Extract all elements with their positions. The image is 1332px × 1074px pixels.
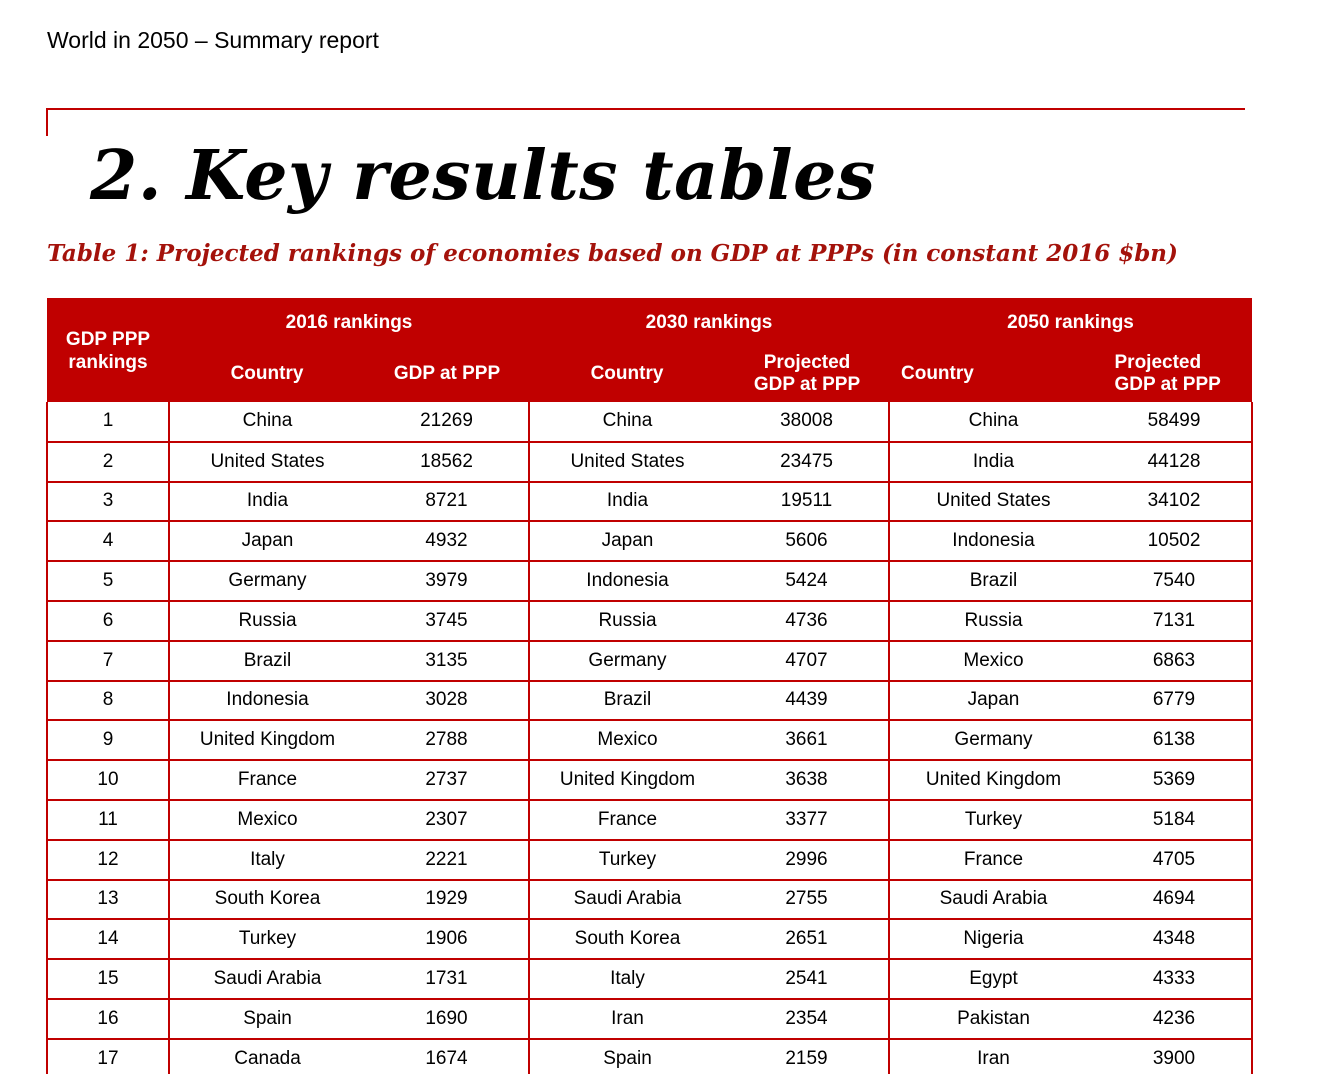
cell-gdp-2030: 5424 — [725, 561, 889, 601]
header-group-2050: 2050 rankings — [889, 298, 1252, 346]
cell-rank: 10 — [47, 760, 169, 800]
table-row — [47, 482, 1252, 522]
table-row — [47, 601, 1252, 641]
cell-gdp-2016: 3979 — [365, 561, 529, 601]
cell-gdp-2050: 58499 — [1097, 402, 1252, 442]
cell-rank: 13 — [47, 880, 169, 920]
section-rule-tick — [46, 108, 48, 136]
table-row — [47, 720, 1252, 760]
cell-country-2050: Germany — [889, 720, 1097, 760]
cell-gdp-2016: 1929 — [365, 880, 529, 920]
cell-country-2030: Spain — [529, 1039, 725, 1074]
cell-gdp-2016: 1674 — [365, 1039, 529, 1074]
table-row — [47, 521, 1252, 561]
cell-country-2016: Mexico — [169, 800, 365, 840]
cell-country-2030: Japan — [529, 521, 725, 561]
table-row — [47, 1039, 1252, 1074]
section-title: 2. Key results tables — [90, 136, 876, 216]
cell-gdp-2016: 1731 — [365, 959, 529, 999]
cell-rank: 11 — [47, 800, 169, 840]
cell-gdp-2016: 1906 — [365, 919, 529, 959]
cell-gdp-2016: 8721 — [365, 482, 529, 522]
header-group-2030: 2030 rankings — [529, 298, 889, 346]
cell-gdp-2016: 3135 — [365, 641, 529, 681]
cell-rank: 16 — [47, 999, 169, 1039]
cell-country-2030: Saudi Arabia — [529, 880, 725, 920]
cell-country-2016: France — [169, 760, 365, 800]
table-row — [47, 442, 1252, 482]
cell-country-2016: Japan — [169, 521, 365, 561]
cell-country-2016: India — [169, 482, 365, 522]
cell-country-2030: Turkey — [529, 840, 725, 880]
cell-gdp-2016: 3745 — [365, 601, 529, 641]
table-row — [47, 919, 1252, 959]
cell-gdp-2050: 3900 — [1097, 1039, 1252, 1074]
cell-gdp-2050: 10502 — [1097, 521, 1252, 561]
cell-country-2050: Indonesia — [889, 521, 1097, 561]
cell-gdp-2050: 4348 — [1097, 919, 1252, 959]
cell-rank: 7 — [47, 641, 169, 681]
cell-country-2050: United Kingdom — [889, 760, 1097, 800]
cell-country-2050: Egypt — [889, 959, 1097, 999]
cell-country-2050: Nigeria — [889, 919, 1097, 959]
cell-gdp-2050: 4694 — [1097, 880, 1252, 920]
cell-country-2050: United States — [889, 482, 1097, 522]
cell-gdp-2016: 1690 — [365, 999, 529, 1039]
cell-country-2016: Brazil — [169, 641, 365, 681]
cell-gdp-2016: 21269 — [365, 402, 529, 442]
cell-country-2050: Brazil — [889, 561, 1097, 601]
table-row — [47, 681, 1252, 721]
cell-gdp-2050: 34102 — [1097, 482, 1252, 522]
cell-country-2030: India — [529, 482, 725, 522]
cell-gdp-2030: 2755 — [725, 880, 889, 920]
cell-country-2050: Mexico — [889, 641, 1097, 681]
cell-rank: 8 — [47, 681, 169, 721]
cell-country-2016: Saudi Arabia — [169, 959, 365, 999]
cell-gdp-2030: 23475 — [725, 442, 889, 482]
cell-country-2030: Germany — [529, 641, 725, 681]
cell-country-2016: South Korea — [169, 880, 365, 920]
cell-country-2050: Turkey — [889, 800, 1097, 840]
cell-country-2016: United States — [169, 442, 365, 482]
cell-rank: 12 — [47, 840, 169, 880]
cell-country-2050: Russia — [889, 601, 1097, 641]
cell-gdp-2050: 44128 — [1097, 442, 1252, 482]
table-row — [47, 999, 1252, 1039]
cell-gdp-2030: 3377 — [725, 800, 889, 840]
cell-country-2030: United States — [529, 442, 725, 482]
table-row — [47, 561, 1252, 601]
cell-gdp-2030: 19511 — [725, 482, 889, 522]
cell-gdp-2030: 5606 — [725, 521, 889, 561]
cell-country-2050: China — [889, 402, 1097, 442]
header-rank — [47, 298, 169, 402]
cell-country-2016: United Kingdom — [169, 720, 365, 760]
cell-country-2050: France — [889, 840, 1097, 880]
cell-country-2030: Brazil — [529, 681, 725, 721]
cell-gdp-2030: 3638 — [725, 760, 889, 800]
cell-rank: 2 — [47, 442, 169, 482]
cell-country-2050: India — [889, 442, 1097, 482]
cell-rank: 15 — [47, 959, 169, 999]
cell-gdp-2050: 5184 — [1097, 800, 1252, 840]
cell-gdp-2050: 7131 — [1097, 601, 1252, 641]
table-row — [47, 760, 1252, 800]
cell-gdp-2016: 18562 — [365, 442, 529, 482]
cell-gdp-2030: 2996 — [725, 840, 889, 880]
cell-rank: 14 — [47, 919, 169, 959]
cell-country-2030: Italy — [529, 959, 725, 999]
cell-rank: 1 — [47, 402, 169, 442]
cell-gdp-2030: 38008 — [725, 402, 889, 442]
cell-gdp-2016: 4932 — [365, 521, 529, 561]
cell-gdp-2030: 2651 — [725, 919, 889, 959]
cell-country-2016: Indonesia — [169, 681, 365, 721]
header-gdp-2050 — [1097, 346, 1252, 402]
cell-country-2016: Turkey — [169, 919, 365, 959]
cell-gdp-2030: 3661 — [725, 720, 889, 760]
cell-country-2030: Indonesia — [529, 561, 725, 601]
section-rule — [46, 108, 1245, 110]
header-group-2016: 2016 rankings — [169, 298, 529, 346]
cell-gdp-2030: 4707 — [725, 641, 889, 681]
cell-gdp-2050: 6863 — [1097, 641, 1252, 681]
table-header — [47, 298, 1252, 402]
table-row — [47, 800, 1252, 840]
cell-gdp-2030: 2354 — [725, 999, 889, 1039]
cell-country-2016: China — [169, 402, 365, 442]
cell-country-2030: France — [529, 800, 725, 840]
header-rank-label: GDP PPP rankings — [65, 329, 151, 373]
table-row — [47, 959, 1252, 999]
cell-gdp-2030: 4439 — [725, 681, 889, 721]
cell-rank: 6 — [47, 601, 169, 641]
gdp-rankings-table — [46, 298, 1253, 1074]
cell-gdp-2030: 2541 — [725, 959, 889, 999]
table-row — [47, 840, 1252, 880]
cell-country-2030: China — [529, 402, 725, 442]
table-row — [47, 402, 1252, 442]
cell-country-2016: Canada — [169, 1039, 365, 1074]
cell-country-2050: Pakistan — [889, 999, 1097, 1039]
cell-rank: 4 — [47, 521, 169, 561]
cell-country-2016: Spain — [169, 999, 365, 1039]
table-row — [47, 641, 1252, 681]
header-country-2050: Country — [889, 346, 1097, 402]
cell-country-2016: Russia — [169, 601, 365, 641]
cell-country-2050: Saudi Arabia — [889, 880, 1097, 920]
cell-country-2050: Japan — [889, 681, 1097, 721]
table-caption: Table 1: Projected rankings of economies based on GDP at PPPs (in constant 2016 $bn) — [47, 240, 1178, 267]
cell-gdp-2050: 4236 — [1097, 999, 1252, 1039]
cell-country-2030: Mexico — [529, 720, 725, 760]
cell-gdp-2016: 3028 — [365, 681, 529, 721]
cell-gdp-2030: 4736 — [725, 601, 889, 641]
header-gdp-2050-label: Projected GDP at PPP — [1114, 352, 1221, 395]
header-country-2016: Country — [169, 346, 365, 402]
cell-gdp-2030: 2159 — [725, 1039, 889, 1074]
cell-gdp-2016: 2221 — [365, 840, 529, 880]
cell-gdp-2050: 4705 — [1097, 840, 1252, 880]
cell-country-2030: Iran — [529, 999, 725, 1039]
table-row — [47, 880, 1252, 920]
cell-country-2030: South Korea — [529, 919, 725, 959]
cell-gdp-2050: 4333 — [1097, 959, 1252, 999]
cell-country-2030: Russia — [529, 601, 725, 641]
header-gdp-2030 — [725, 346, 889, 402]
table-body — [47, 402, 1252, 1074]
cell-country-2016: Germany — [169, 561, 365, 601]
running-header: World in 2050 – Summary report — [47, 27, 379, 53]
cell-country-2030: United Kingdom — [529, 760, 725, 800]
cell-gdp-2050: 7540 — [1097, 561, 1252, 601]
cell-gdp-2016: 2788 — [365, 720, 529, 760]
cell-gdp-2050: 5369 — [1097, 760, 1252, 800]
cell-rank: 9 — [47, 720, 169, 760]
cell-rank: 17 — [47, 1039, 169, 1074]
header-gdp-2016: GDP at PPP — [365, 346, 529, 402]
cell-gdp-2016: 2737 — [365, 760, 529, 800]
cell-gdp-2050: 6138 — [1097, 720, 1252, 760]
cell-rank: 3 — [47, 482, 169, 522]
cell-gdp-2050: 6779 — [1097, 681, 1252, 721]
cell-gdp-2016: 2307 — [365, 800, 529, 840]
header-gdp-2030-label: Projected GDP at PPP — [753, 352, 861, 395]
cell-rank: 5 — [47, 561, 169, 601]
cell-country-2016: Italy — [169, 840, 365, 880]
header-country-2030: Country — [529, 346, 725, 402]
cell-country-2050: Iran — [889, 1039, 1097, 1074]
